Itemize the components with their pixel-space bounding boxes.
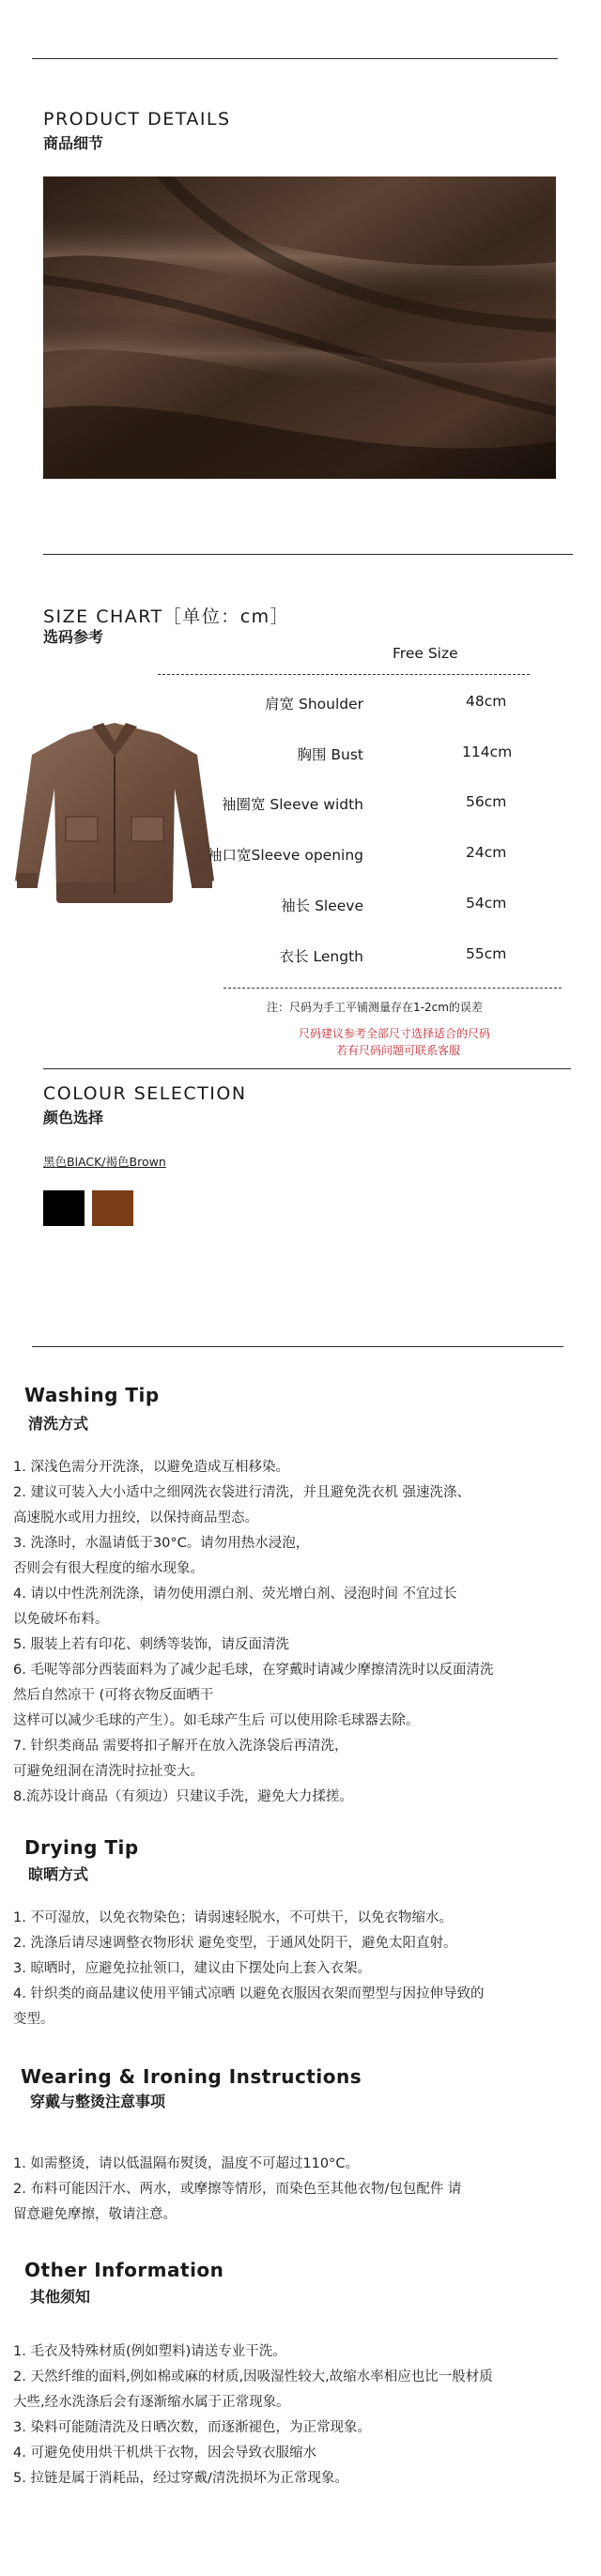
list-item: 4. 针织类的商品建议使用平铺式凉晒 以避免衣服因衣架而塑型与因拉伸导致的 [13,1986,485,2001]
list-item: 3. 晾晒时，应避免拉扯领口，建议由下摆处向上套入衣架。 [13,1961,371,1976]
list-item: 2. 建议可装入大小适中之细网洗衣袋进行清洗，并且避免洗衣机 强速洗涤、 [13,1485,471,1500]
colour-selection-title: COLOUR SELECTION [43,1083,247,1104]
other-information-subtitle: 其他须知 [30,2288,91,2306]
drying-tip-title: Drying Tip [24,1836,139,1859]
size-row-value: 54cm [466,895,507,912]
list-item: 1. 深浅色需分开洗涤，以避免造成互相移染。 [13,1460,289,1475]
top-divider [32,58,558,59]
leather-texture-image [43,176,556,479]
list-item: 5. 服装上若有印花、刺绣等装饰，请反面清洗 [13,1637,289,1652]
list-item: 2. 布料可能因汗水、两水，或摩擦等情形，而染色至其他衣物/包包配件 请 [13,2182,462,2197]
size-row-sleeve-opening [0,844,601,870]
size-row-label: 衣长 Length [279,948,363,965]
list-item: 7. 针织类商品 需要将扣子解开在放入洗涤袋后再清洗， [13,1739,348,1754]
list-item: 6. 毛呢等部分西装面料为了减少起毛球，在穿戴时请减少摩擦清洗时以反面清洗 [13,1663,494,1678]
size-row-label: 肩宽 Shoulder [265,696,363,713]
list-item: 3. 染料可能随清洗及日晒次数，而逐渐褪色，为正常现象。 [13,2420,371,2435]
size-row-value: 55cm [466,945,507,962]
size-row-label: 袖口宽Sleeve opening [207,847,363,864]
section-divider [32,1346,563,1347]
drying-instructions-list [13,1906,595,2032]
size-row-bust [0,744,601,770]
black-colour-swatch[interactable] [43,1190,85,1226]
size-row-value: 114cm [462,744,513,760]
list-item: 4. 请以中性洗剂洗涤，请勿使用漂白剂、荧光增白剂、浸泡时间 不宜过长 [13,1587,457,1602]
list-item: 这样可以减少毛球的产生）。如毛球产生后 可以使用除毛球器去除。 [13,1713,420,1728]
size-row-value: 56cm [466,793,507,810]
washing-tip-title: Washing Tip [24,1384,160,1406]
size-row-value: 48cm [466,693,507,710]
size-row-length [0,945,601,972]
other-information-title: Other Information [24,2259,224,2281]
list-item: 以免破坏布料。 [13,1612,109,1627]
colour-selection-subtitle: 颜色选择 [43,1109,104,1127]
size-advice-line-1: 尺码建议参考全部尺寸选择适合的尺码 [299,1027,491,1040]
list-item: 2. 天然纤维的面料,例如棉或麻的材质,因吸湿性较大,故缩水率相应也比一般材质 [13,2369,493,2384]
section-divider [43,554,573,555]
drying-tip-subtitle: 晾晒方式 [28,1865,89,1883]
size-row-label: 袖圈宽 Sleeve width [221,796,363,813]
list-item: 8.流苏设计商品（有须边）只建议手洗，避免大力揉搓。 [13,1789,353,1804]
measurement-note: 注：尺码为手工平铺测量存在1-2cm的误差 [267,1001,483,1014]
header-divider [158,674,530,675]
list-item: 1. 毛衣及特殊材质(例如塑料)请送专业干洗。 [13,2344,286,2359]
size-chart-subtitle: 选码参考 [43,628,104,646]
washing-instructions-list [13,1455,595,1810]
ironing-instructions-subtitle: 穿戴与整烫注意事项 [30,2093,166,2110]
size-chart-title: SIZE CHART［单位：cm］ [43,606,290,627]
list-item: 4. 可避免使用烘干机烘干衣物，因会导致衣服缩水 [13,2446,316,2461]
size-row-label: 袖长 Sleeve [281,897,363,914]
list-item: 然后自然凉干 (可将衣物反面晒干 [13,1688,214,1703]
list-item: 否则会有很大程度的缩水现象。 [13,1561,204,1576]
other-information-list [13,2339,595,2492]
washing-tip-subtitle: 清洗方式 [28,1415,89,1433]
product-details-subtitle: 商品细节 [43,134,104,152]
section-divider [43,1068,571,1069]
list-item: 大些,经水洗涤后会有逐渐缩水属于正常现象。 [13,2395,290,2410]
ironing-instructions-list [13,2152,595,2228]
size-row-sleeve-width [0,793,601,820]
size-column-header: Free Size [393,645,458,662]
list-item: 3. 洗涤时，水温请低于30°C。请勿用热水浸泡， [13,1536,310,1551]
size-row-value: 24cm [466,844,507,861]
brown-colour-swatch[interactable] [92,1190,133,1226]
leather-detail-photo [43,176,556,479]
list-item: 1. 如需整烫，请以低温隔布熨烫，温度不可超过110°C。 [13,2156,359,2171]
list-item: 变型。 [13,2012,54,2027]
list-item: 可避免纽洞在清洗时拉扯变大。 [13,1764,204,1779]
list-item: 留意避免摩擦，敬请注意。 [13,2207,177,2222]
product-details-title: PRODUCT DETAILS [43,109,231,130]
list-item: 2. 洗涤后请尽速调整衣物形状 避免变型，于通风处阴干，避免太阳直射。 [13,1936,457,1951]
colour-options-label: 黑色BlACK/褐色Brown [43,1155,166,1169]
footer-divider [223,988,562,989]
size-row-label: 胸围 Bust [297,746,363,763]
size-row-sleeve [0,895,601,921]
ironing-instructions-title: Wearing & Ironing Instructions [21,2065,362,2088]
list-item: 高速脱水或用力扭绞，以保持商品型态。 [13,1510,258,1526]
size-advice-line-2: 若有尺码问题可联系客服 [336,1044,461,1057]
size-row-shoulder [0,693,601,719]
list-item: 5. 拉链是属于消耗品，经过穿戴/清洗损坏为正常现象。 [13,2471,348,2486]
list-item: 1. 不可湿放，以免衣物染色；请弱速轻脱水，不可烘干，以免衣物缩水。 [13,1910,453,1925]
